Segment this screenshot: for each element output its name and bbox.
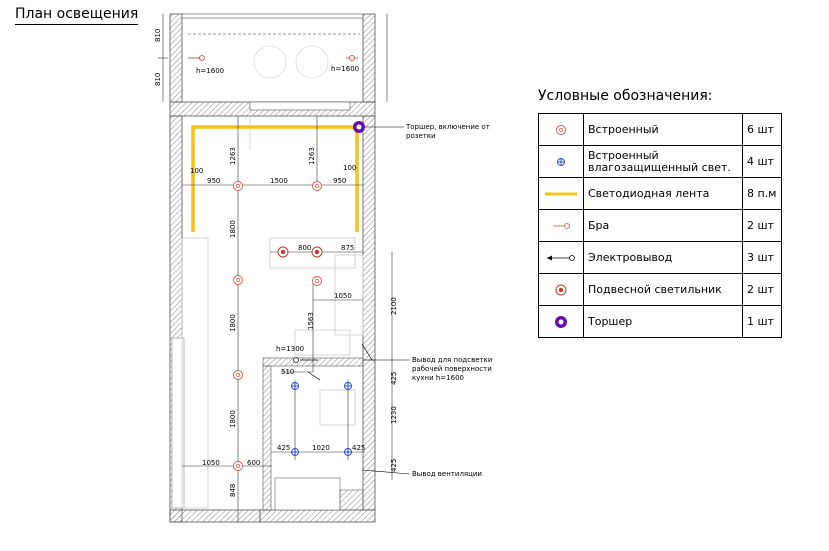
legend-item-name: Торшер xyxy=(584,306,743,338)
builtin-light-icon xyxy=(539,114,584,146)
outlet-icon xyxy=(308,372,320,380)
legend-row-sconce xyxy=(539,210,782,242)
sconces xyxy=(188,56,358,61)
dim-1050-mid: 1050 xyxy=(334,292,352,300)
pendant-light-icon xyxy=(312,247,322,257)
legend-row-electrical-outlet xyxy=(539,242,782,274)
dim-800: 800 xyxy=(298,244,312,252)
kitchen-output-note-2: рабочей поверхности xyxy=(412,365,492,373)
legend-title: Условные обозначения: xyxy=(538,88,713,104)
sconce-icon xyxy=(346,56,358,61)
dim-1800-top: 1800 xyxy=(229,220,237,238)
dim-875: 875 xyxy=(341,244,355,252)
builtin-light-icon xyxy=(313,277,322,286)
dim-425-right: 425 xyxy=(352,444,366,452)
legend-table xyxy=(538,113,782,338)
dim-425-bottom: 425 xyxy=(390,458,398,472)
dim-600: 600 xyxy=(247,459,261,467)
floor-lamp-note-1: Торшер, включение от xyxy=(406,123,490,131)
dim-1800-mid: 1800 xyxy=(229,314,237,332)
dim-100-left: 100 xyxy=(190,167,204,175)
sconce-right-height: h=1600 xyxy=(331,65,360,73)
legend-row-builtin-light xyxy=(539,114,782,146)
dim-1800-bottom: 1800 xyxy=(229,410,237,428)
legend-item-name: Светодиодная лента xyxy=(584,178,743,210)
electrical-outlet-icon xyxy=(539,242,584,274)
kitchen-output-note-3: кухни h=1600 xyxy=(412,374,464,382)
builtin-light-icon xyxy=(234,371,243,380)
builtin-light-icon xyxy=(234,462,243,471)
floor-lamp-icon xyxy=(539,306,584,338)
legend-item-name: Бра xyxy=(584,210,743,242)
dim-2100: 2100 xyxy=(390,297,398,315)
dim-balcony-top: 810 xyxy=(154,28,162,42)
dim-1230: 1230 xyxy=(390,406,398,424)
legend-item-qty: 2 шт xyxy=(743,210,782,242)
pendant-light-icon xyxy=(278,247,288,257)
furniture xyxy=(182,116,366,508)
dim-510: 510 xyxy=(281,368,295,376)
legend-item-name: Электровывод xyxy=(584,242,743,274)
builtin-light-icon xyxy=(234,276,243,285)
legend-row-pendant-light xyxy=(539,274,782,306)
dim-1263-left: 1263 xyxy=(229,147,237,165)
dim-1500: 1500 xyxy=(270,177,288,185)
output-height: h=1300 xyxy=(276,345,305,353)
legend-item-name: Встроенный влагозащищенный свет. xyxy=(584,146,743,178)
dim-100-right: 100 xyxy=(343,164,357,172)
waterproof-light-icon xyxy=(291,448,299,456)
legend-row-led-strip xyxy=(539,178,782,210)
sconce-icon xyxy=(539,210,584,242)
waterproof-light-icon xyxy=(291,382,299,390)
kitchen-output-note-1: Вывод для подсветки xyxy=(412,356,493,364)
dim-1263-right: 1263 xyxy=(308,147,316,165)
legend-item-name: Встроенный xyxy=(584,114,743,146)
floor-lamp-icon xyxy=(353,121,365,133)
waterproof-light-icon xyxy=(344,448,352,456)
waterproof-light-icon xyxy=(539,146,584,178)
legend-item-qty: 6 шт xyxy=(743,114,782,146)
dim-950-left: 950 xyxy=(207,177,221,185)
ventilation-note: Вывод вентиляции xyxy=(412,470,482,478)
builtin-light-icon xyxy=(234,182,243,191)
dim-425-left: 425 xyxy=(277,444,291,452)
legend-item-qty: 2 шт xyxy=(743,274,782,306)
dim-balcony-bottom: 810 xyxy=(154,72,162,86)
legend-row-waterproof-light xyxy=(539,146,782,178)
floor-lamp-note-2: розетки xyxy=(406,132,436,140)
sconce-left-height: h=1600 xyxy=(196,67,225,75)
legend-item-qty: 3 шт xyxy=(743,242,782,274)
legend-item-qty: 1 шт xyxy=(743,306,782,338)
waterproof-light-icon xyxy=(344,382,352,390)
led-strip-icon xyxy=(539,178,584,210)
dim-1050-bottom: 1050 xyxy=(202,459,220,467)
legend-row-floor-lamp xyxy=(539,306,782,338)
dim-425-top: 425 xyxy=(390,371,398,385)
pendant-light-icon xyxy=(539,274,584,306)
legend-item-name: Подвесной светильник xyxy=(584,274,743,306)
dim-1020: 1020 xyxy=(312,444,330,452)
legend-item-qty: 4 шт xyxy=(743,146,782,178)
page-title: План освещения xyxy=(15,6,138,25)
builtin-light-icon xyxy=(313,182,322,191)
dim-950-right: 950 xyxy=(333,177,347,185)
dim-1563: 1563 xyxy=(307,312,315,330)
legend-item-qty: 8 п.м xyxy=(743,178,782,210)
dim-848: 848 xyxy=(229,483,237,497)
sconce-icon xyxy=(188,56,205,61)
